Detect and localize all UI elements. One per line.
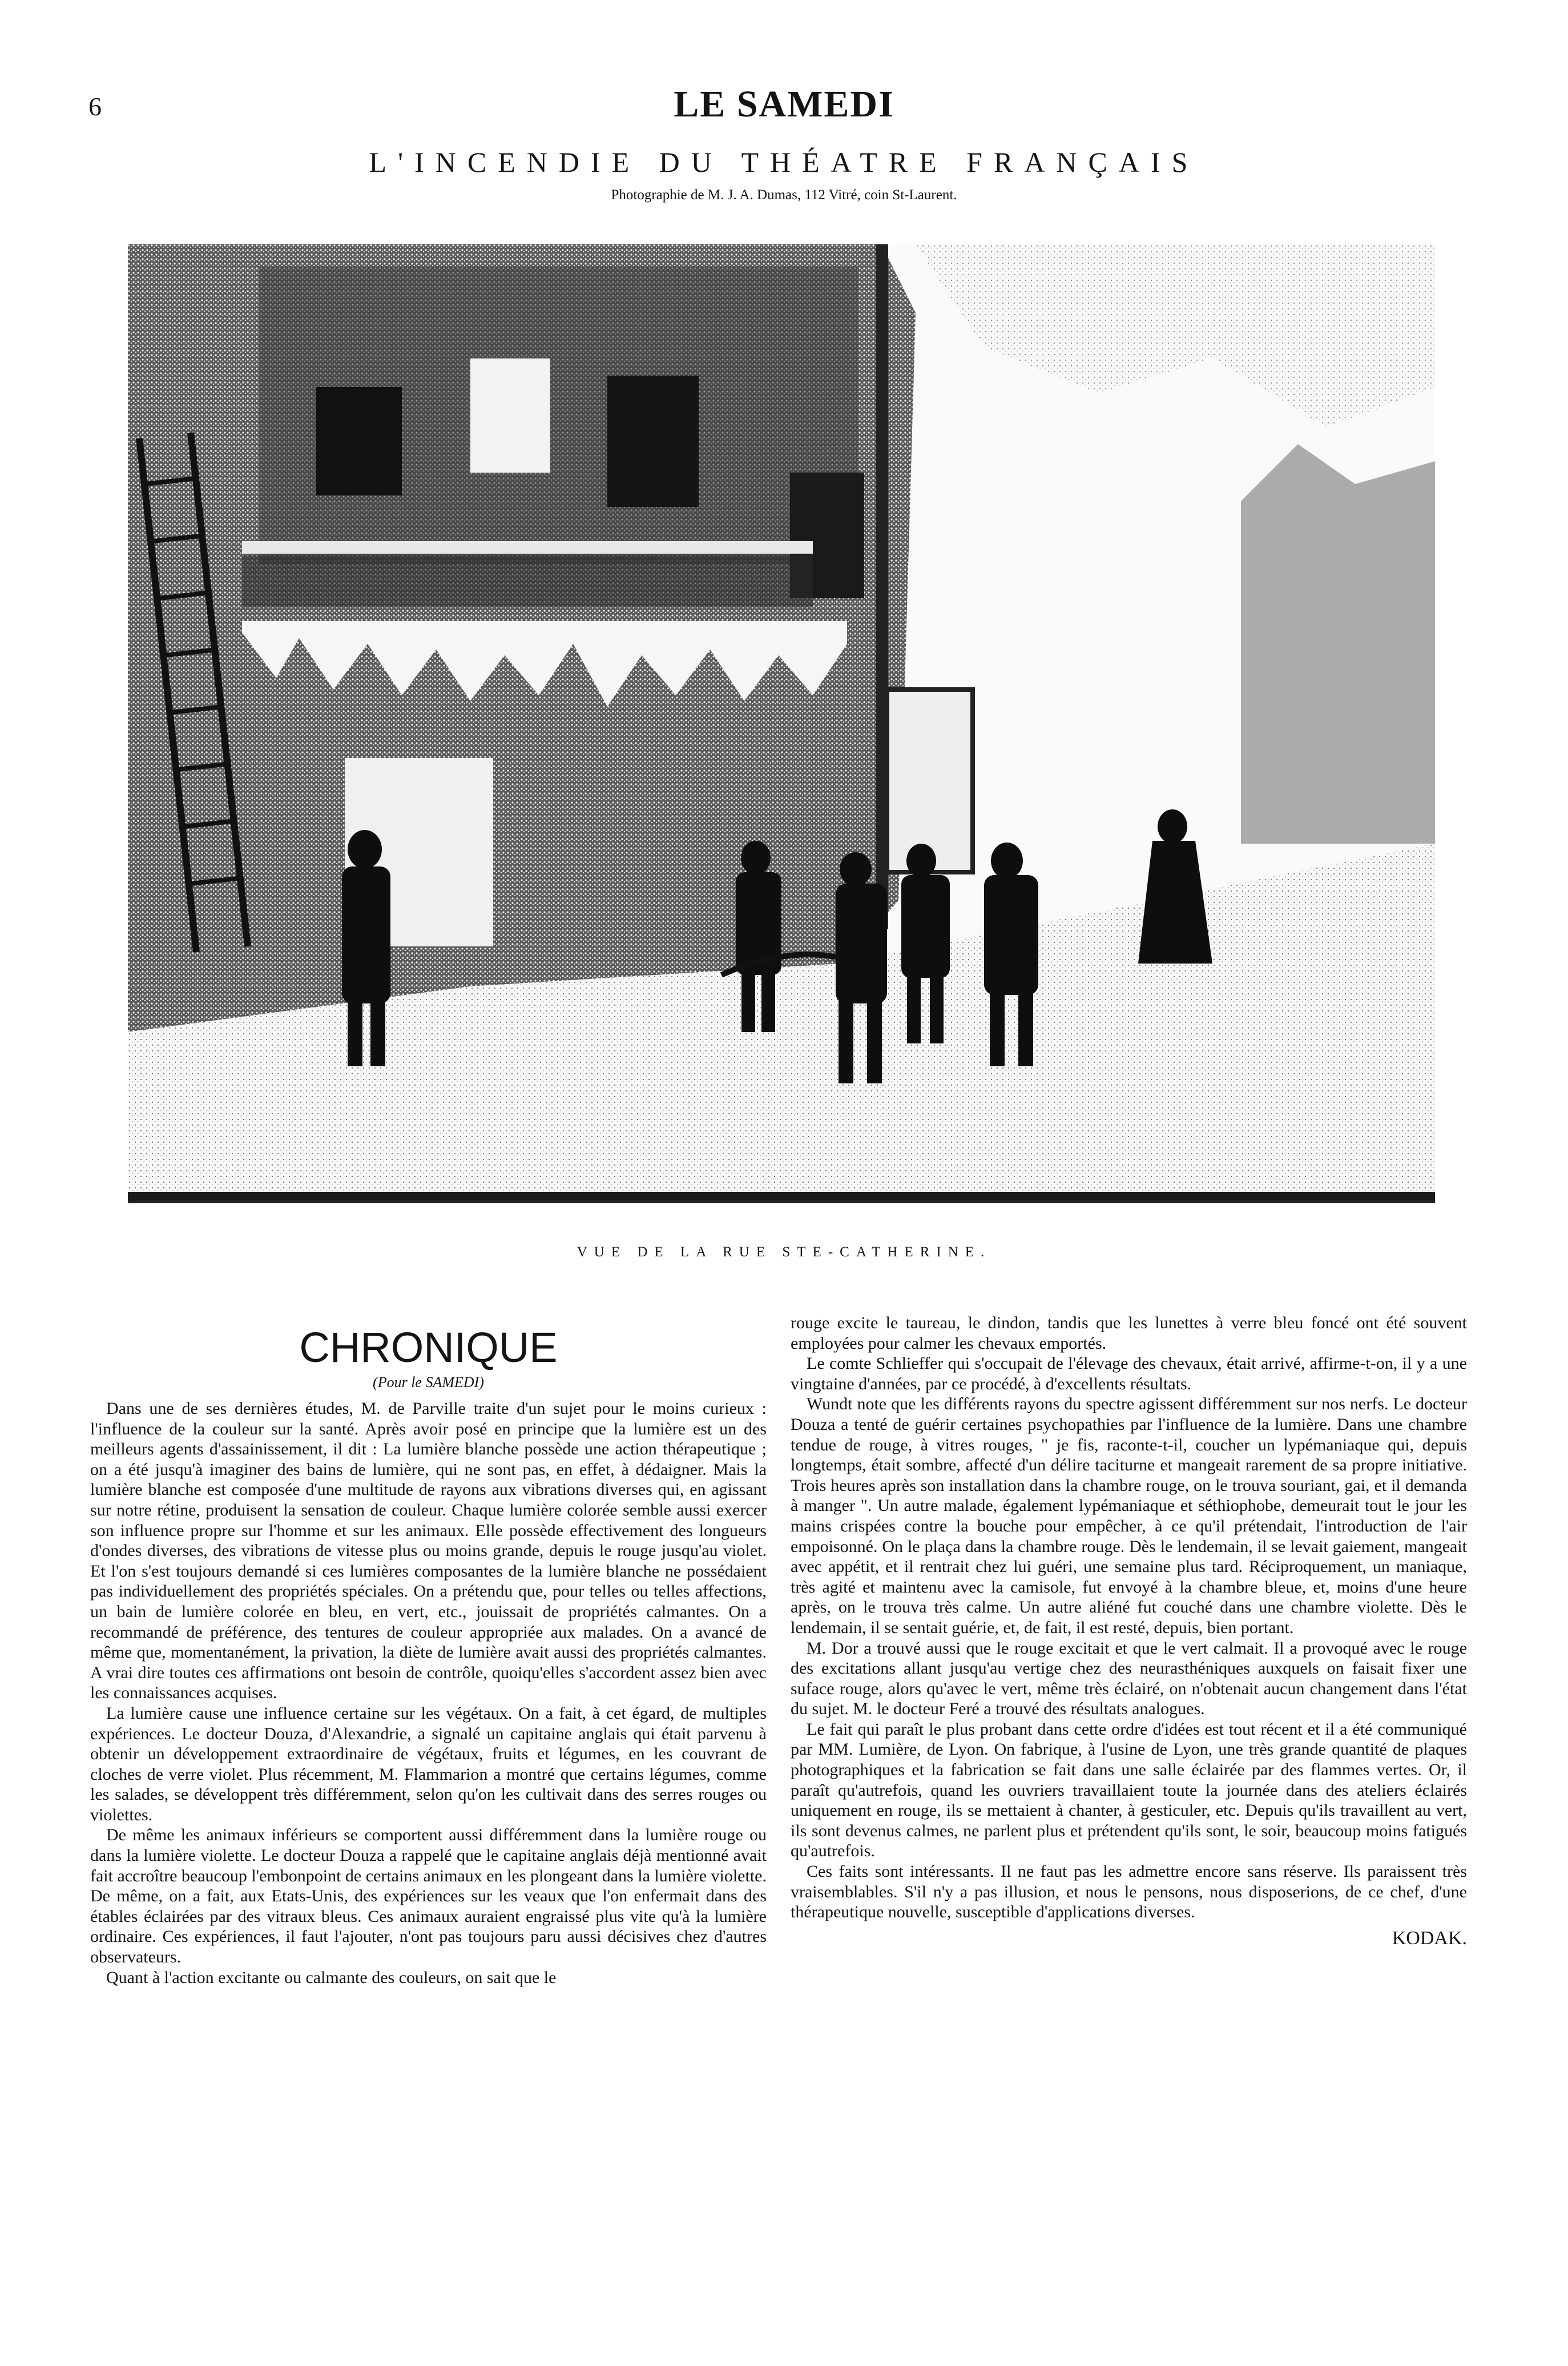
article-paragraph: Ces faits sont intéressants. Il ne faut pas les admettre encore sans réserve. Ils paraissent très vraisemblables. S'il n'y a pas illusion, et nous le pensons, nous disposerions, de ce chef, d'une thérapeutique nouvelle, susceptible d'applications diverses.: [791, 1862, 1467, 1922]
article-paragraph: Wundt note que les différents rayons du spectre agissent différemment sur nos nerfs. Le docteur Douza a tenté de guérir certaines psychopathies par l'influence de la lumière. Dans une chambre tendue de rouge, à vitres rouges, " je fis, raconte-t-il, coucher un lypémaniaque qui, depuis longtemps, était sombre, affecté d'un délire taciturne et mangeait rarement de sa propre initiative. Trois heures après son installation dans la chambre rouge, on le trouva souriant, gai, et il demanda à manger ". Un autre malade, également lypémaniaque et séthiophobe, demeurait tout le jour les mains crispées contre la bouche pour empêcher, à ce qu'il prétendait, l'introduction de l'air empoisonné. On le plaça dans la chambre rouge. Dès le lendemain, il se levait gaiement, mangeait avec appétit, et il rentrait chez lui guéri, une semaine plus tard. Réciproquement, un maniaque, très agité et maintenu avec la camisole, fut envoyé à la chambre bleue, et, moins d'une heure après, on le trouva très calme. Un autre aliéné fut couché dans une chambre violette. Dès le lendemain, il se sentait guérie, et, de fait, il est resté, depuis, bien portant.: [791, 1394, 1467, 1637]
street-scene-illustration: [128, 244, 1435, 1200]
article-right-column: [791, 1313, 1467, 1948]
article-paragraph: La lumière cause une influence certaine sur les végétaux. On a fait, à cet égard, de multiples expériences. Le docteur Douza, d'Alexandrie, a signalé un capitaine anglais qui était parvenu à obtenir un développement extraordinaire de végétaux, fruits et légumes, en les couvrant de cloches de verre violet. Plus récemment, M. Flammarion a montré que certains légumes, comme les salades, se développent très différemment, selon qu'on les cultivait dans des serres rouges ou violettes.: [90, 1703, 767, 1824]
masthead: LE SAMEDI: [674, 83, 894, 125]
photo-credit: Photographie de M. J. A. Dumas, 112 Vitré, coin St-Laurent.: [611, 187, 957, 203]
headline: L'INCENDIE DU THÉATRE FRANÇAIS: [369, 146, 1199, 178]
article-left-column: [90, 1313, 767, 1988]
article-title: CHRONIQUE: [299, 1324, 558, 1371]
page-number: 6: [88, 92, 102, 121]
article-paragraph: M. Dor a trouvé aussi que le rouge excitait et que le vert calmait. Il a provoqué avec le rouge des excitations allant jusqu'au vertige chez des neurasthéniques auxquels on faisait fixer une suface rouge, alors qu'avec le vert, même très éclairé, on n'obtenait aucun changement dans l'état du sujet. M. le docteur Feré a trouvé des résultats analogues.: [791, 1638, 1467, 1719]
article-paragraph: Le fait qui paraît le plus probant dans cette ordre d'idées est tout récent et il a été communiqué par MM. Lumière, de Lyon. On fabrique, à l'usine de Lyon, une très grande quantité de plaques photographiques et la fabrication se fait dans une salle éclairée par des flammes vertes. Or, il paraît qu'autrefois, quand les ouvriers travaillaient toute la journée dans des ateliers éclairés uniquement en rouge, ils se mettaient à chanter, à gesticuler, etc. Depuis qu'ils travaillent au vert, ils sont devenus calmes, ne parlent plus et prétendent qu'ils sont, le soir, beaucoup moins fatigués qu'autrefois.: [791, 1719, 1467, 1861]
author-signature: KODAK.: [1392, 1927, 1467, 1949]
article-paragraph: De même les animaux inférieurs se comportent aussi différemment dans la lumière rouge ou dans la lumière violette. Le docteur Douza a rappelé que le capitaine anglais déjà mentionné avait fait accroître beaucoup l'embonpoint de certains animaux en les plongeant dans la lumière violette. De même, on a fait, aux Etats-Unis, des expériences sur les veaux que l'on enfermait dans des étables éclairées par des vitraux bleus. Ces animaux auraient engraissé plus vite qu'à la lumière ordinaire. Ces expériences, il faut l'ajouter, n'ont pas toujours paru aussi décisives chez d'autres observateurs.: [90, 1825, 767, 1967]
article-paragraph: Le comte Schlieffer qui s'occupait de l'élevage des chevaux, était arrivé, affirme-t-on, il y a une vingtaine d'années, par ce procédé, à d'excellents résultats.: [791, 1354, 1467, 1393]
article-paragraph: Dans une de ses dernières études, M. de Parville traite d'un sujet pour le moins curieux : l'influence de la couleur sur la santé. Après avoir posé en principe que la lumière est un des meilleurs agents d'assainissement, il dit : La lumière blanche possède une action thérapeutique ; on a été jusqu'à imaginer des bains de lumière, qui ne sont pas, en effet, à dédaigner. Mais la lumière blanche est composée d'une multitude de rayons aux vibrations diverses qui, en agissant sur notre rétine, produisent la sensation de couleur. Chaque lumière colorée semble aussi exercer son influence propre sur l'homme et sur les animaux. Elle possède effectivement des longueurs d'ondes diverses, des vibrations de vitesse plus ou moins grande, depuis le rouge jusqu'au violet. Et l'on s'est toujours demandé si ces lumières composantes de la lumière blanche ne possédaient pas individuellement des propriétés spéciales. On a prétendu que, pour telles ou telles affections, un bain de lumière colorée en bleu, en vert, etc., jouissait de propriétés calmantes. On a recommandé de préférence, des tentures de couleur appropriée aux malades. On a avancé de même que, momentanément, la privation, la diète de lumière avait aussi des propriétés calmantes. A vrai dire toutes ces affirmations ont besoin de contrôle, quoiqu'elles s'accordent assez bien avec les connaissances acquises.: [90, 1399, 767, 1703]
article-subtitle: (Pour le SAMEDI): [373, 1374, 484, 1390]
article-paragraph: Quant à l'action excitante ou calmante des couleurs, on sait que le: [106, 1968, 557, 1987]
article-paragraph: rouge excite le taureau, le dindon, tandis que les lunettes à verre bleu foncé ont été souvent employées pour calmer les chevaux emportés.: [791, 1313, 1467, 1353]
fire-photograph: [128, 244, 1435, 1203]
photo-caption: VUE DE LA RUE STE-CATHERINE.: [577, 1244, 991, 1260]
